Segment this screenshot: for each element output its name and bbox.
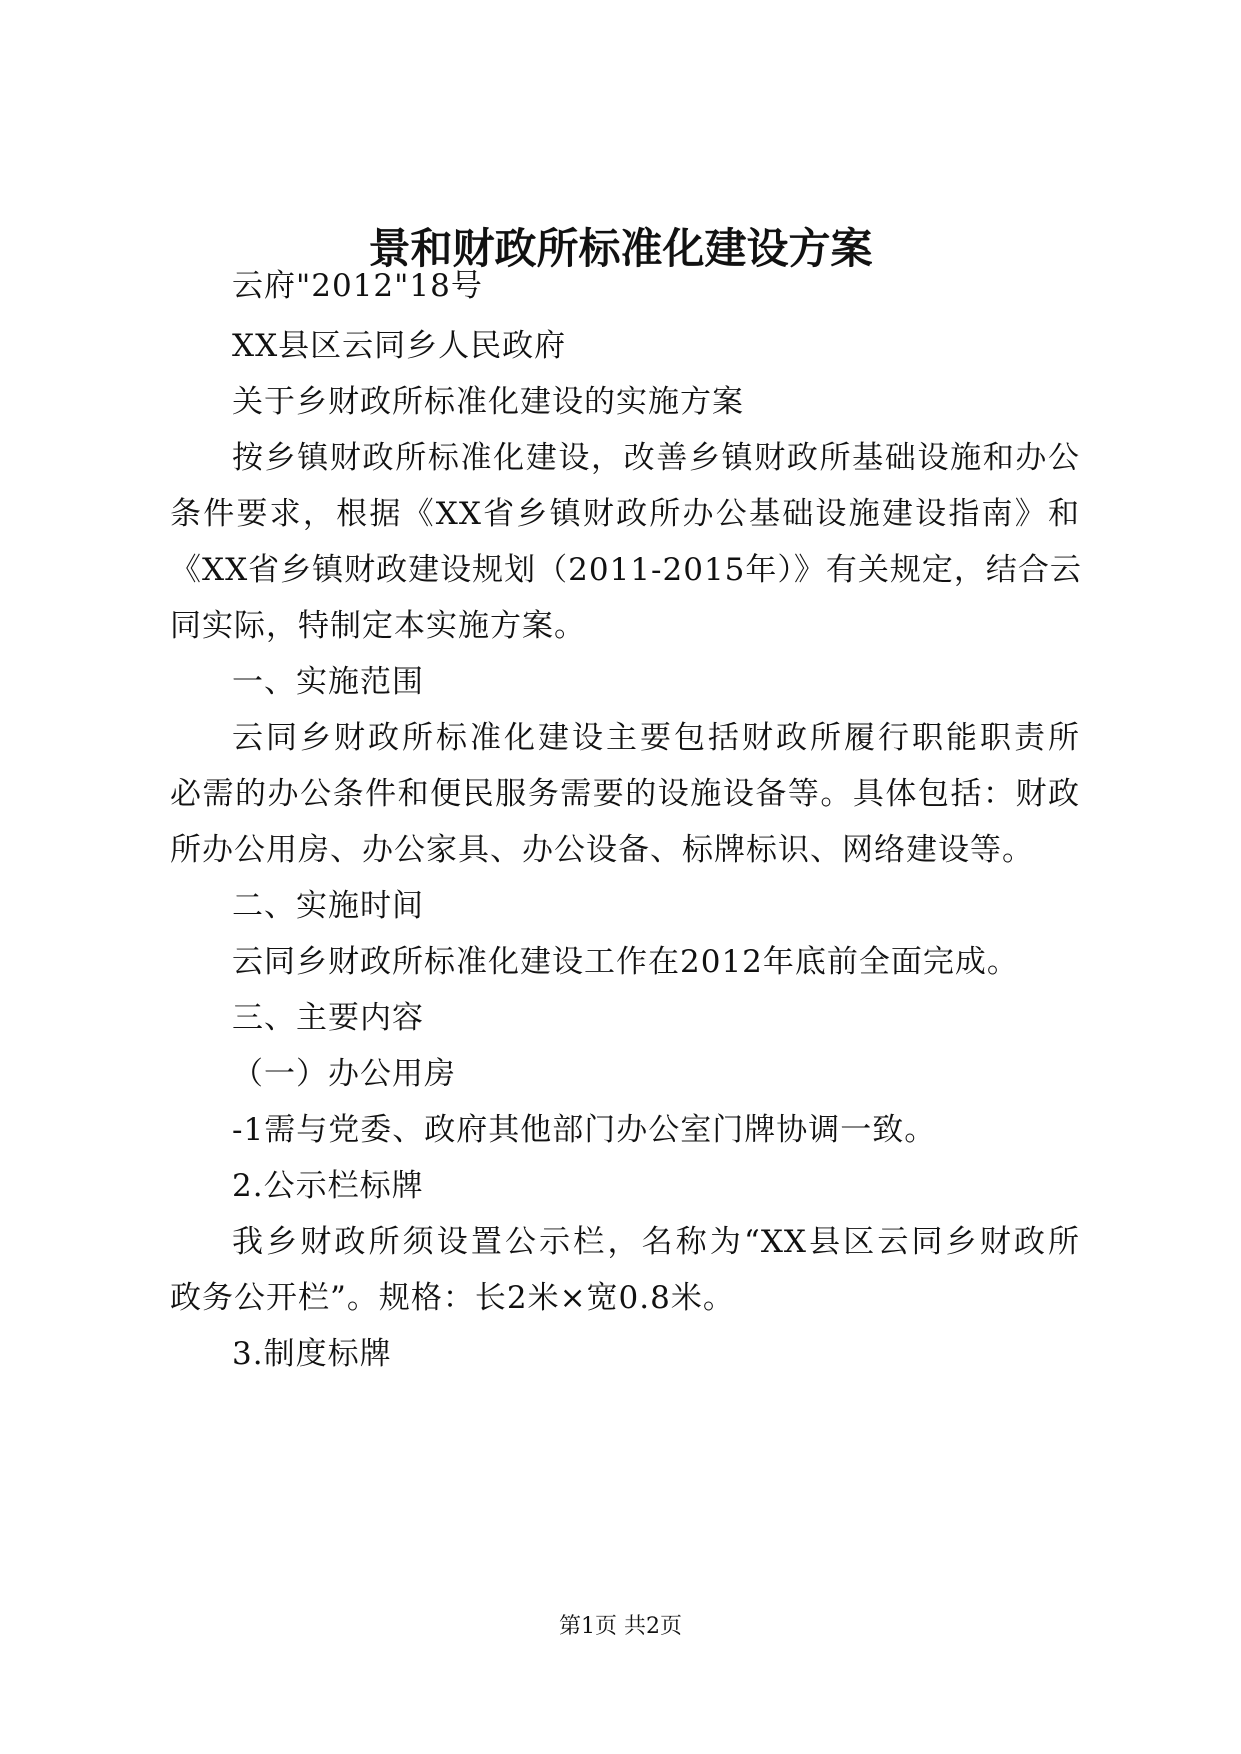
section-heading: 三、主要内容 xyxy=(232,1000,424,1036)
paragraph-line: 所办公用房、办公家具、办公设备、标牌标识、网络建设等。 xyxy=(170,832,1034,868)
item-heading: 3.制度标牌 xyxy=(232,1336,392,1372)
paragraph-line: 我乡财政所须设置公示栏，名称为“XX县区云同乡财政所 xyxy=(232,1224,1080,1260)
page-number: 第1页 共2页 xyxy=(559,1614,682,1639)
document-subtitle: 关于乡财政所标准化建设的实施方案 xyxy=(232,384,744,420)
paragraph-line: 政务公开栏”。规格：长2米×宽0.8米。 xyxy=(170,1280,735,1316)
document-number: 云府"2012"18号 xyxy=(232,268,483,304)
paragraph-line: 条件要求，根据《XX省乡镇财政所办公基础设施建设指南》和 xyxy=(170,496,1080,532)
section-heading: 一、实施范围 xyxy=(232,664,424,700)
paragraph-line: 同实际，特制定本实施方案。 xyxy=(170,608,586,644)
paragraph-line: 必需的办公条件和便民服务需要的设施设备等。具体包括：财政 xyxy=(170,776,1080,812)
paragraph-line: 《XX省乡镇财政建设规划（2011-2015年）》有关规定，结合云 xyxy=(170,552,1082,588)
subsection-heading: （一）办公用房 xyxy=(232,1056,456,1092)
document-title: 景和财政所标准化建设方案 xyxy=(368,224,873,273)
paragraph-line: 按乡镇财政所标准化建设，改善乡镇财政所基础设施和办公 xyxy=(232,440,1080,476)
section-heading: 二、实施时间 xyxy=(232,888,424,924)
paragraph-line: 云同乡财政所标准化建设工作在2012年底前全面完成。 xyxy=(232,944,1019,980)
issuing-authority: XX县区云同乡人民政府 xyxy=(232,328,567,364)
paragraph-line: 云同乡财政所标准化建设主要包括财政所履行职能职责所 xyxy=(232,720,1080,756)
item-heading: 2.公示栏标牌 xyxy=(232,1168,424,1204)
paragraph-line: -1需与党委、政府其他部门办公室门牌协调一致。 xyxy=(232,1112,937,1148)
